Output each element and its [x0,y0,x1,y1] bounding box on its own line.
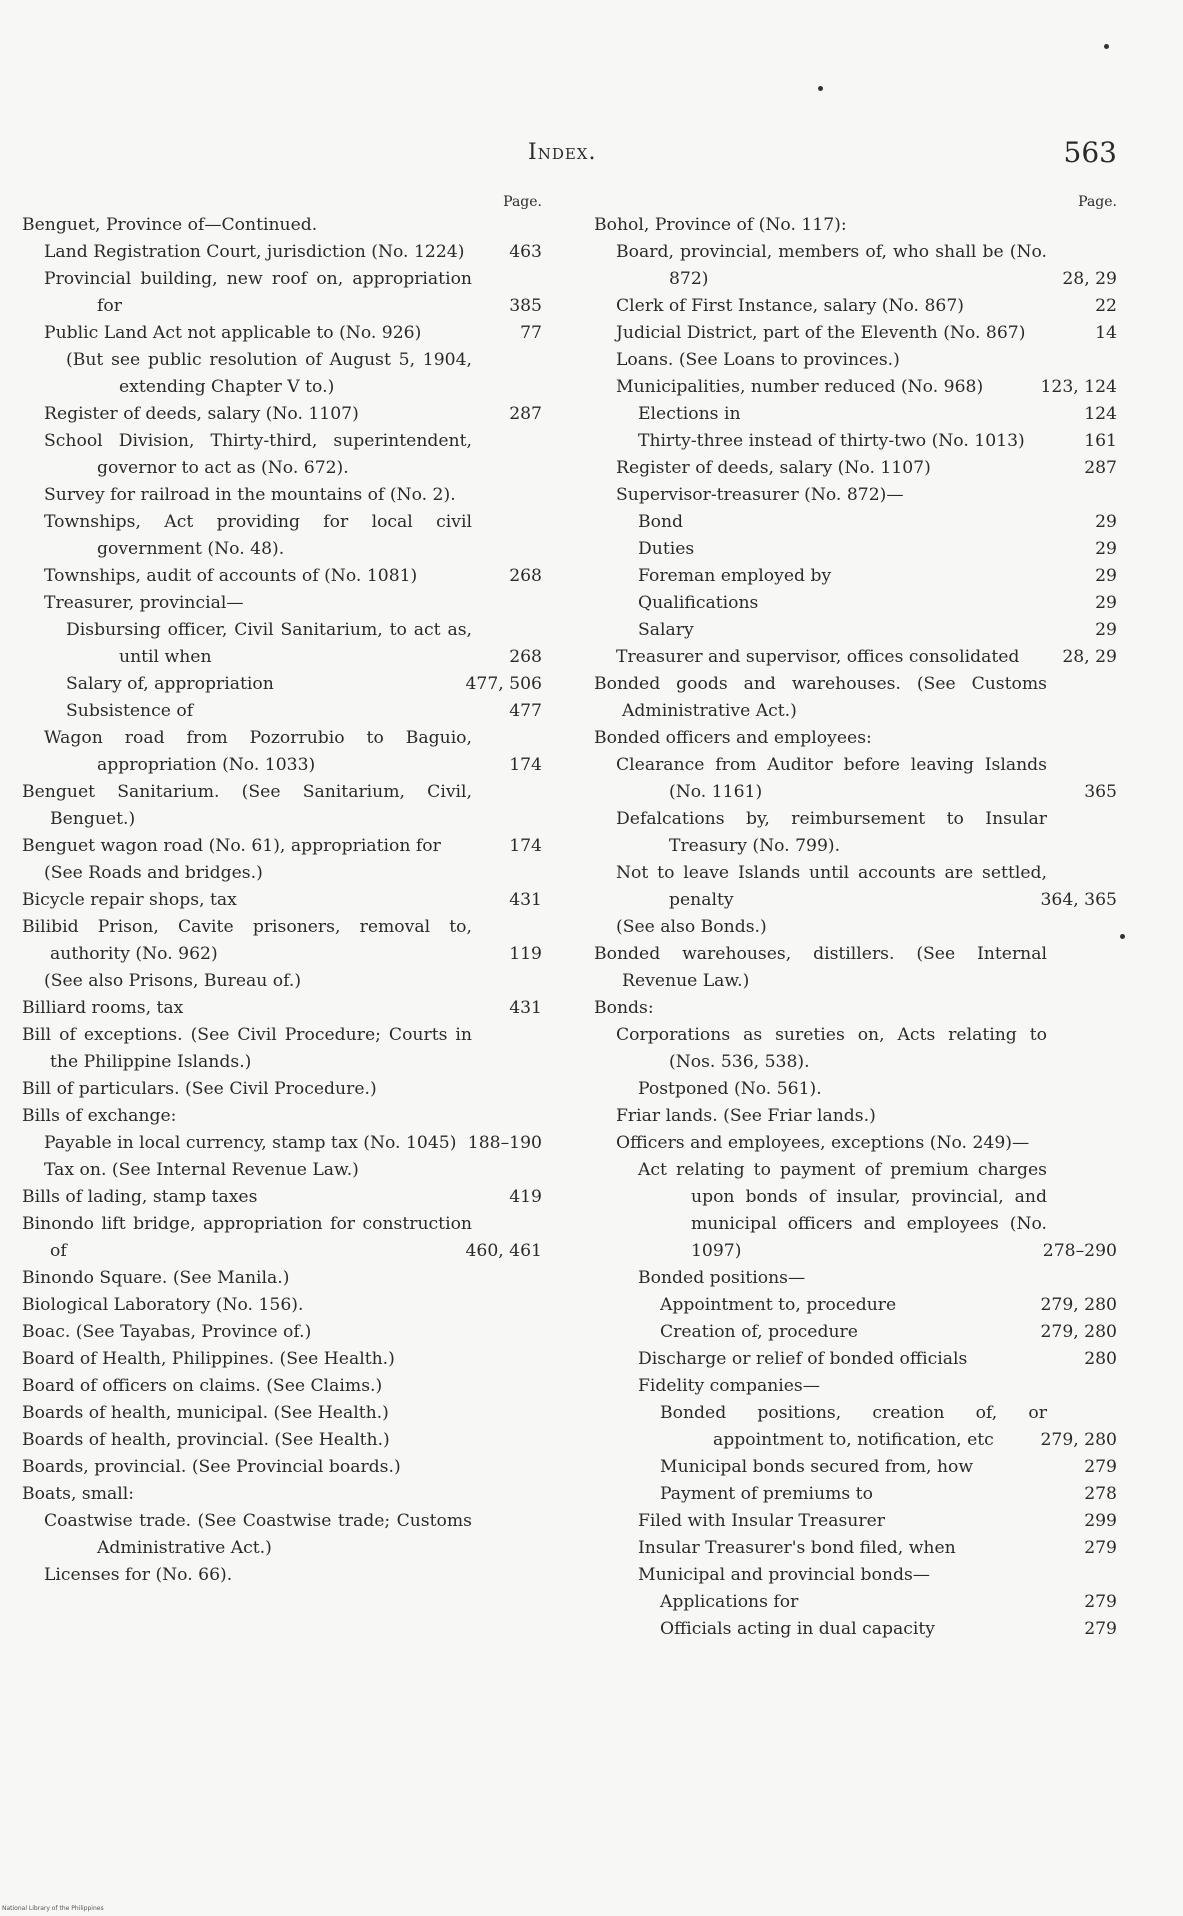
entry-text: Board of officers on claims. (See Claims.) [22,1376,383,1396]
entry-text: Corporations as sureties on, Acts relating to (Nos. 536, 538). [616,1025,1047,1072]
index-entry [22,1508,542,1562]
entry-text: Provincial building, new roof on, appropriation for [44,269,472,316]
entry-page-ref: 419 [509,1187,542,1207]
index-entry [594,374,1117,401]
index-entry [22,1454,542,1481]
index-entry [22,1103,542,1130]
entry-text: Bonds: [594,998,654,1018]
index-entry [594,860,1117,914]
index-entry [22,968,542,995]
index-entry [22,1292,542,1319]
entry-text: Bonded officers and employees: [594,728,872,748]
index-entry: Filed with Insular Treasurer 299 [638,1511,1117,1531]
entry-text: Applications for [660,1592,799,1612]
entry-text: Not to leave Islands until accounts are settled, penalty [616,863,1047,910]
index-entry [22,914,542,968]
entry-text: Discharge or relief of bonded officials [638,1349,968,1369]
index-entry: Duties 29 [638,539,1117,559]
entry-text: Fidelity companies— [638,1376,820,1396]
index-entry: Thirty-three instead of thirty-two (No. 1013) 161 [638,431,1117,451]
entry-text: Boats, small: [22,1484,135,1504]
index-entry [22,1373,542,1400]
entry-text: Officers and employees, exceptions (No. 249)— [616,1133,1030,1153]
index-entry [594,212,1117,239]
index-entry [594,1130,1117,1157]
index-entry [22,1400,542,1427]
index-entry [22,1346,542,1373]
index-entry: Insular Treasurer's bond filed, when 279 [638,1538,1117,1558]
index-entry [594,941,1117,995]
index-entry: Disbursing officer, Civil Sanitarium, to act as, until when 268 [66,620,542,667]
entry-text: Land Registration Court, jurisdiction (No. 1224) [44,242,465,262]
index-entry [594,1103,1117,1130]
entry-page-ref: 460, 461 [465,1241,542,1261]
running-title: Index. [528,140,597,165]
entry-text: Disbursing officer, Civil Sanitarium, to act as, until when [66,620,472,667]
entry-text: Coastwise trade. (See Coastwise trade; Customs Administrative Act.) [44,1511,472,1558]
entry-text: Boards of health, provincial. (See Health.) [22,1430,390,1450]
index-entry [594,725,1117,752]
entry-text: Boards of health, municipal. (See Health.) [22,1403,389,1423]
entry-text: Bond [638,512,684,532]
entry-text: Binondo Square. (See Manila.) [22,1268,290,1288]
entry-text: Treasurer and supervisor, offices consolidated [616,647,1020,667]
entry-text: Bill of particulars. (See Civil Procedure.) [22,1079,377,1099]
index-entry: Municipal bonds secured from, how 279 [660,1457,1117,1477]
index-entry [594,1373,1117,1400]
entry-text: Clearance from Auditor before leaving Islands (No. 1161) [616,755,1047,802]
entry-page-ref: 279, 280 [1040,1430,1117,1450]
entry-page-ref: 28, 29 [1062,269,1117,289]
entry-text: Act relating to payment of premium charges upon bonds of insular, provincial, and municipal officers and employees (No. 1097) [638,1160,1047,1261]
entry-text: Biological Laboratory (No. 156). [22,1295,304,1315]
entry-text: Supervisor-treasurer (No. 872)— [616,485,904,505]
entry-text: Thirty-three instead of thirty-two (No. 1013) [638,431,1025,451]
index-entry: Elections in 124 [638,404,1117,424]
left-entries [22,212,542,1589]
entry-text: Public Land Act not applicable to (No. 926) [44,323,422,343]
entry-text: Bonded goods and warehouses. (See Customs Administrative Act.) [594,674,1047,721]
entry-text: Bills of exchange: [22,1106,177,1126]
entry-text: Townships, Act providing for local civil government (No. 48). [44,512,472,559]
index-entry [594,1265,1117,1292]
entry-text: Payable in local currency, stamp tax (No. 1045) [44,1133,457,1153]
entry-text: Townships, audit of accounts of (No. 1081) [44,566,418,586]
index-entry: Public Land Act not applicable to (No. 926) 77 [44,323,542,343]
index-entry [22,1076,542,1103]
entry-page-ref: 279, 280 [1040,1295,1117,1315]
index-entry: Clerk of First Instance, salary (No. 867) 22 [616,296,1117,316]
entry-page-ref: 278–290 [1042,1241,1117,1261]
entry-text: Survey for railroad in the mountains of (No. 2). [44,485,456,505]
page-column-label: Page. [1078,194,1117,210]
index-entry [22,428,542,482]
index-entry [594,1022,1117,1076]
index-entry [594,347,1117,374]
entry-text: Friar lands. (See Friar lands.) [616,1106,876,1126]
index-entry: Provincial building, new roof on, appropriation for 385 [44,269,542,316]
index-entry: Clearance from Auditor before leaving Islands (No. 1161) 365 [616,755,1117,802]
entry-page-ref: 477, 506 [465,674,542,694]
entry-text: Bills of lading, stamp taxes [22,1187,258,1207]
page-number: 563 [1063,136,1117,169]
entry-text: Treasurer, provincial— [44,593,244,613]
index-entry [594,239,1117,293]
index-entry [22,779,542,833]
entry-text: Binondo lift bridge, appropriation for construction of [22,1214,472,1261]
index-entry [594,1292,1117,1319]
entry-text: Benguet, Province of—Continued. [22,215,318,235]
entry-page-ref: 431 [509,998,542,1018]
entry-text: Duties [638,539,695,559]
entry-page-ref: 279, 280 [1040,1322,1117,1342]
index-entry [594,482,1117,509]
index-entry [22,1130,542,1157]
entry-text: (See Roads and bridges.) [44,863,263,883]
entry-text: Loans. (See Loans to provinces.) [616,350,900,370]
index-entry [22,1022,542,1076]
entry-text: Appointment to, procedure [660,1295,897,1315]
entry-text: Foreman employed by [638,566,832,586]
index-entry [22,509,542,563]
index-entry: Townships, audit of accounts of (No. 1081) 268 [44,566,542,586]
index-entry [594,1319,1117,1346]
entry-text: Benguet wagon road (No. 61), appropriation for [22,836,441,856]
entry-text: Tax on. (See Internal Revenue Law.) [44,1160,359,1180]
entry-text: Clerk of First Instance, salary (No. 867) [616,296,964,316]
page-header [0,138,1183,178]
index-entry [594,995,1117,1022]
entry-text: Bonded positions, creation of, or appointment to, notification, etc [660,1403,1047,1450]
index-entry [22,590,542,617]
index-entry [22,833,542,860]
entry-text: Salary of, appropriation [66,674,274,694]
entry-text: Municipalities, number reduced (No. 968) [616,377,984,397]
entry-text: Bonded warehouses, distillers. (See Internal Revenue Law.) [594,944,1047,991]
entry-text: Bilibid Prison, Cavite prisoners, removal to, authority (No. 962) [22,917,472,964]
index-entry: Register of deeds, salary (No. 1107) 287 [44,404,542,424]
entry-text: Defalcations by, reimbursement to Insular Treasury (No. 799). [616,809,1047,856]
index-entry: Wagon road from Pozorrubio to Baguio, appropriation (No. 1033) 174 [44,728,542,775]
entry-text: Insular Treasurer's bond filed, when [638,1538,956,1558]
entry-text: Postponed (No. 561). [638,1079,822,1099]
entry-text: Benguet Sanitarium. (See Sanitarium, Civil, Benguet.) [22,782,472,829]
entry-text: Licenses for (No. 66). [44,1565,233,1585]
index-entry: Land Registration Court, jurisdiction (No. 1224) 463 [44,242,542,262]
entry-text: Billiard rooms, tax [22,998,184,1018]
index-entry: Qualifications 29 [638,593,1117,613]
entry-page-ref: 123, 124 [1040,377,1117,397]
entry-text: Boards, provincial. (See Provincial boards.) [22,1457,401,1477]
index-entry [22,887,542,914]
index-entry [594,806,1117,860]
index-entry: Applications for 279 [660,1592,1117,1612]
entry-text: (See also Prisons, Bureau of.) [44,971,302,991]
entry-text: (See also Bonds.) [616,917,767,937]
index-entry [22,212,542,239]
entry-text: Bicycle repair shops, tax [22,890,237,910]
index-entry [594,644,1117,671]
index-entry: Payment of premiums to 278 [660,1484,1117,1504]
entry-text: Subsistence of [66,701,194,721]
entry-text: Municipal and provincial bonds— [638,1565,930,1585]
index-entry [22,1265,542,1292]
footer-credit: National Library of the Philippines [2,1905,104,1912]
entry-page-ref: 174 [509,836,542,856]
entry-text: (But see public resolution of August 5, 1904, extending Chapter V to.) [66,350,472,397]
index-entry [22,1319,542,1346]
entry-page-ref: 28, 29 [1062,647,1117,667]
entry-text: Register of deeds, salary (No. 1107) [44,404,359,424]
entry-page-ref: 431 [509,890,542,910]
index-entry [594,1400,1117,1454]
index-entry [22,860,542,887]
entry-text: Bonded positions— [638,1268,806,1288]
entry-text: Officials acting in dual capacity [660,1619,935,1639]
entry-page-ref: 188–190 [467,1133,542,1153]
index-entry: Discharge or relief of bonded officials 280 [638,1349,1117,1369]
entry-page-ref: 119 [509,944,542,964]
entry-text: School Division, Thirty-third, superintendent, governor to act as (No. 672). [44,431,472,478]
page-column-label: Page. [503,194,542,210]
entry-text: Bill of exceptions. (See Civil Procedure; Courts in the Philippine Islands.) [22,1025,472,1072]
index-entry [22,671,542,698]
entry-text: Filed with Insular Treasurer [638,1511,885,1531]
index-entry [594,671,1117,725]
index-entry: Bond 29 [638,512,1117,532]
index-entry: Salary 29 [638,620,1117,640]
index-entry [22,482,542,509]
index-entry [22,1211,542,1265]
entry-text: Salary [638,620,694,640]
ink-speck [1120,934,1125,939]
entry-text: Creation of, procedure [660,1322,858,1342]
entry-text: Judicial District, part of the Eleventh (No. 867) [616,323,1026,343]
entry-text: Wagon road from Pozorrubio to Baguio, appropriation (No. 1033) [44,728,472,775]
entry-text: Boac. (See Tayabas, Province of.) [22,1322,312,1342]
index-entry [22,1157,542,1184]
index-entry: Register of deeds, salary (No. 1107) 287 [616,458,1117,478]
index-entry [22,347,542,401]
index-entry [594,1076,1117,1103]
right-entries [594,212,1117,1643]
index-entry [22,1562,542,1589]
index-entry: Officials acting in dual capacity 279 [660,1619,1117,1639]
index-entry: Judicial District, part of the Eleventh (No. 867) 14 [616,323,1117,343]
index-entry: Subsistence of 477 [66,701,542,721]
entry-text: Bohol, Province of (No. 117): [594,215,847,235]
index-entry: Foreman employed by 29 [638,566,1117,586]
entry-text: Board, provincial, members of, who shall be (No. 872) [616,242,1047,289]
entry-text: Elections in [638,404,741,424]
index-entry [22,995,542,1022]
index-entry [594,914,1117,941]
ink-speck [1104,44,1109,49]
index-entry [594,1157,1117,1265]
entry-page-ref: 364, 365 [1040,890,1117,910]
entry-text: Board of Health, Philippines. (See Health.) [22,1349,395,1369]
index-entry [22,1481,542,1508]
entry-text: Qualifications [638,593,759,613]
index-entry [22,1184,542,1211]
entry-text: Register of deeds, salary (No. 1107) [616,458,931,478]
entry-text: Payment of premiums to [660,1484,873,1504]
ink-speck [818,86,823,91]
entry-text: Municipal bonds secured from, how [660,1457,974,1477]
index-entry [22,1427,542,1454]
index-entry [594,1562,1117,1589]
